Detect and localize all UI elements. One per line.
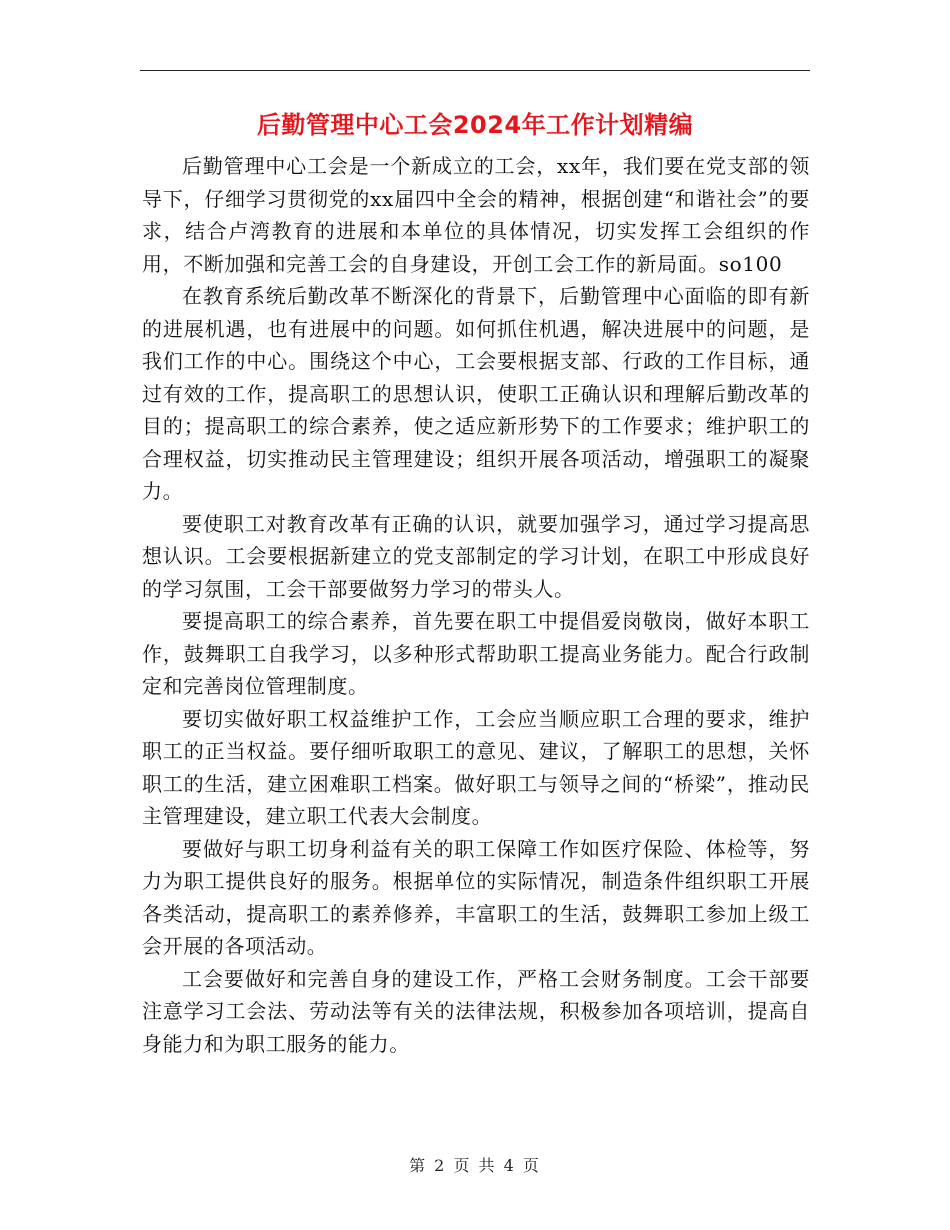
document-title: 后勤管理中心工会2024年工作计划精编	[256, 111, 694, 139]
paragraph-2: 在教育系统后勤改革不断深化的背景下，后勤管理中心面临的即有新的进展机遇，也有进展中的问题。如何抓住机遇，解决进展中的问题，是我们工作的中心。围绕这个中心，工会要根据支部、行政的工作目标，通过有效的工作，提高职工的思想认识，使职工正确认识和理解后勤改革的目的；提高职工的综合素养，使之适应新形势下的工作要求；维护职工的合理权益，切实推动民主管理建设；组织开展各项活动，增强职工的凝聚力。	[142, 284, 810, 503]
document-body	[142, 150, 810, 1060]
paragraph-7: 工会要做好和完善自身的建设工作，严格工会财务制度。工会干部要注意学习工会法、劳动法等有关的法律法规，积极参加各项培训，提高自身能力和为职工服务的能力。	[142, 966, 810, 1056]
page-number-footer: 第 2 页 共 4 页	[409, 1156, 541, 1175]
header-rule	[140, 70, 810, 71]
paragraph-5: 要切实做好职工权益维护工作，工会应当顺应职工合理的要求，维护职工的正当权益。要仔细听取职工的意见、建议，了解职工的思想，关怀职工的生活，建立困难职工档案。做好职工与领导之间的“桥梁”，推动民主管理建设，建立职工代表大会制度。	[142, 706, 810, 828]
paragraph-1: 后勤管理中心工会是一个新成立的工会，xx年，我们要在党支部的领导下，仔细学习贯彻党的xx届四中全会的精神，根据创建“和谐社会”的要求，结合卢湾教育的进展和本单位的具体情况，切实发挥工会组织的作用，不断加强和完善工会的自身建设，开创工会工作的新局面。so100	[142, 154, 810, 276]
paragraph-3: 要使职工对教育改革有正确的认识，就要加强学习，通过学习提高思想认识。工会要根据新建立的党支部制定的学习计划，在职工中形成良好的学习氛围，工会干部要做努力学习的带头人。	[142, 511, 810, 601]
paragraph-6: 要做好与职工切身利益有关的职工保障工作如医疗保险、体检等，努力为职工提供良好的服务。根据单位的实际情况，制造条件组织职工开展各类活动，提高职工的素养修养，丰富职工的生活，鼓舞职工参加上级工会开展的各项活动。	[142, 836, 810, 958]
paragraph-4: 要提高职工的综合素养，首先要在职工中提倡爱岗敬岗，做好本职工作，鼓舞职工自我学习，以多种形式帮助职工提高业务能力。配合行政制定和完善岗位管理制度。	[142, 609, 810, 698]
